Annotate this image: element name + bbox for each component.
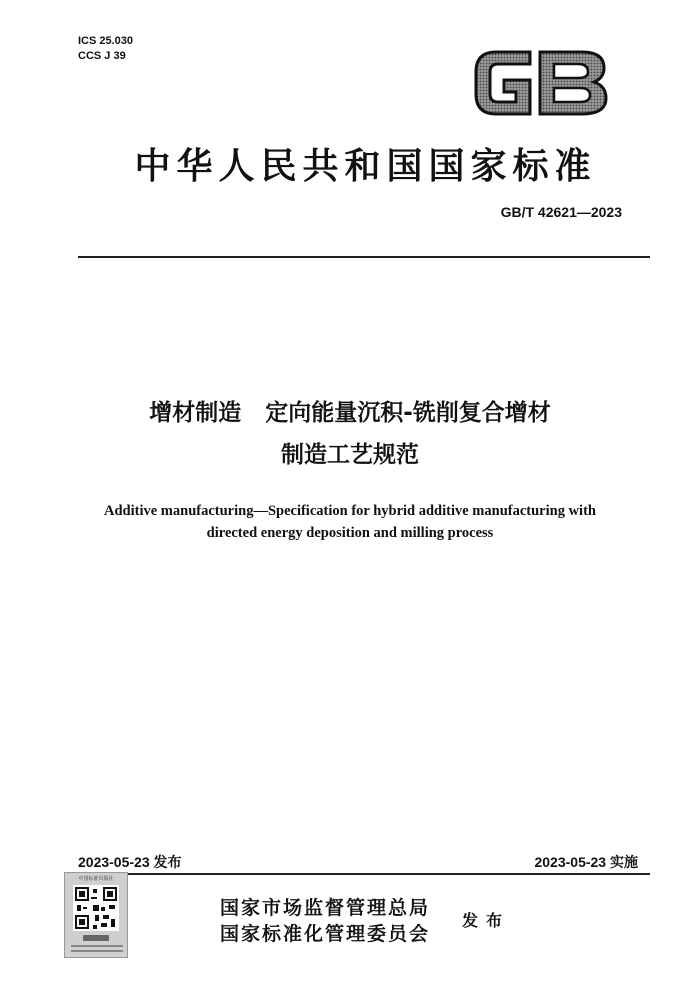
- header-divider: [78, 256, 650, 258]
- footer-divider: [78, 873, 650, 875]
- issuer-sac: 国家标准化管理委员会: [220, 923, 431, 945]
- english-title: [60, 500, 640, 544]
- qr-badge: [83, 935, 109, 941]
- qr-caption: 中国标准出版社: [78, 876, 114, 882]
- publish-date: 2023-05-23 发布: [78, 854, 182, 870]
- english-title-line-2: directed energy deposition and milling process: [206, 525, 494, 541]
- english-title-line-1: Additive manufacturing—Specification for hybrid additive manufacturing with: [104, 503, 596, 519]
- chinese-title: [60, 392, 640, 476]
- national-standard-heading: 中华人民共和国国家标准: [134, 145, 597, 187]
- chinese-title-line-1: 增材制造 定向能量沉积-铣削复合增材: [149, 400, 551, 426]
- implement-date: 2023-05-23 实施: [534, 854, 638, 870]
- issuing-authorities: [220, 895, 430, 947]
- issuer-samr: 国家市场监督管理总局: [220, 897, 431, 919]
- qr-code-icon: [73, 885, 119, 931]
- ics-code: ICS 25.030: [78, 35, 134, 47]
- gb-logo-icon: [470, 44, 610, 122]
- qr-line: [71, 945, 123, 947]
- classification-codes: [78, 34, 133, 64]
- qr-code-label: [64, 872, 128, 958]
- chinese-title-line-2: 制造工艺规范: [281, 442, 419, 468]
- ccs-code: CCS J 39: [78, 50, 126, 62]
- publish-label: 发布: [462, 911, 511, 930]
- standard-number: GB/T 42621—2023: [500, 204, 622, 220]
- qr-line: [71, 950, 123, 952]
